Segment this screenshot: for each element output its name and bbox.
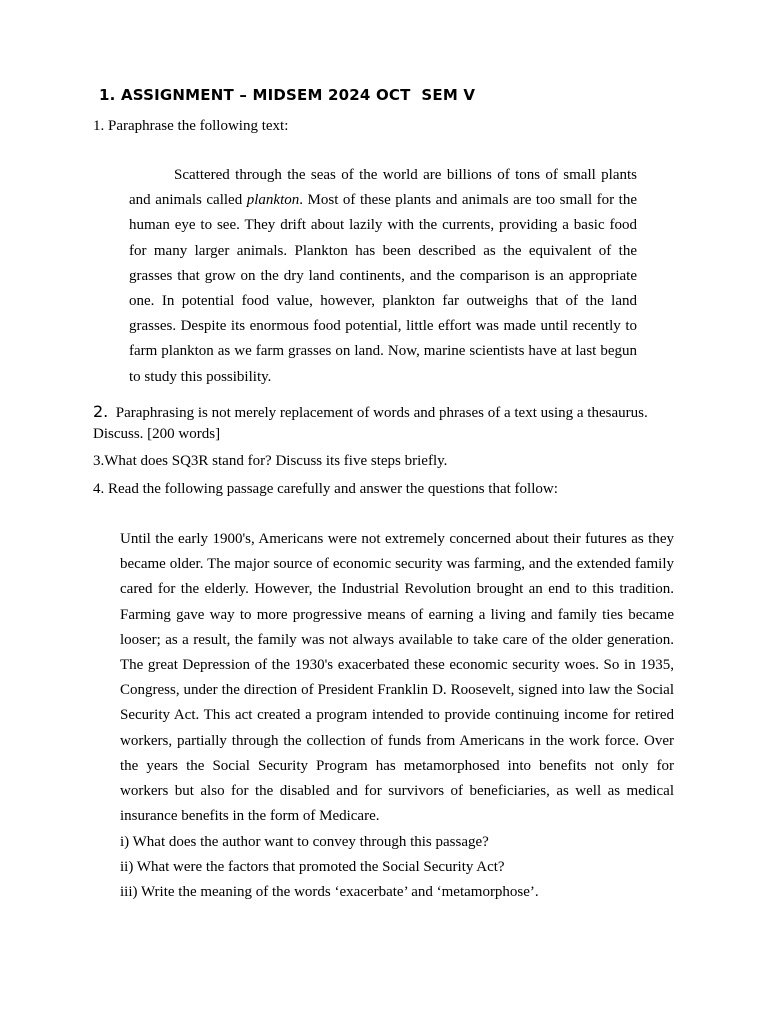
question-2-text: Paraphrasing is not merely replacement of words and phrases of a text using a thesaurus. Discuss. [200 words] [93, 405, 648, 442]
question-1: 1. Paraphrase the following text: [93, 118, 289, 134]
passage-text-part-2: . Most of these plants and animals are too small for the human eye to see. They drift about lazily with the currents, providing a basic food for many larger animals. Plankton has been described as the equivalent of the grasses that grow on the dry land continents, and the comparison is an appropriate one. In potential food value, however, plankton far outweighs that of the land grasses. Despite its enormous food potential, little effort was made until recently to farm plankton as we farm grasses on land. Now, marine scientists have at last begun to study this possibility. [129, 192, 638, 385]
sub-question-iii: iii) Write the meaning of the words ‘exacerbate’ and ‘metamorphose’. [120, 884, 539, 900]
sub-question-ii: ii) What were the factors that promoted the Social Security Act? [120, 859, 505, 875]
question-3: 3.What does SQ3R stand for? Discuss its five steps briefly. [93, 453, 448, 469]
question-4: 4. Read the following passage carefully and answer the questions that follow: [93, 481, 558, 497]
passage-italic-term: plankton [246, 192, 300, 209]
sub-question-i: i) What does the author want to convey through this passage? [120, 834, 489, 850]
passage-text-part-1: Scattered through the seas of the world are billions of tons of small plants and animals called [129, 167, 637, 209]
question-2-number: 2. [93, 402, 109, 421]
question-2 [93, 401, 673, 445]
question-1-passage [129, 163, 637, 390]
page-title: 1. ASSIGNMENT – MIDSEM 2024 OCT SEM V [99, 86, 476, 104]
question-4-passage: Until the early 1900's, Americans were not extremely concerned about their futures as they became older. The major source of economic security was farming, and the extended family cared for the elderly. However, the Industrial Revolution brought an end to this tradition. Farming gave way to more progressive means of earning a living and family ties became looser; as a result, the family was not always available to take care of the older generation. The great Depression of the 1930's exacerbated these economic security woes. So in 1935, Congress, under the direction of President Franklin D. Roosevelt, signed into law the Social Security Act. This act created a program intended to provide continuing income for retired workers, partially through the collection of funds from Americans in the work force. Over the years the Social Security Program has metamorphosed into benefits not only for workers but also for the disabled and for survivors of beneficiaries, as well as medical insurance benefits in the form of Medicare. [120, 531, 674, 825]
